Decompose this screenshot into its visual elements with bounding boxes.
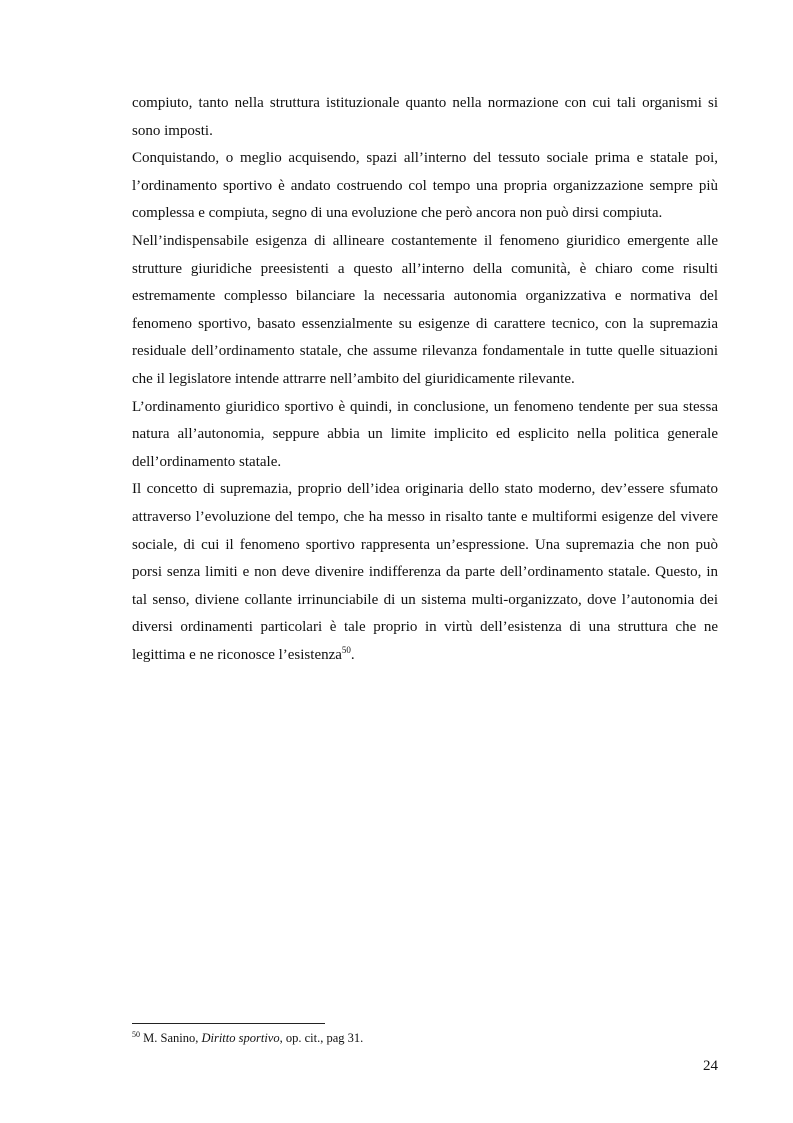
- footnote-number: 50: [132, 1030, 140, 1039]
- footnote: [132, 1029, 718, 1047]
- footnote-citation: , op. cit., pag 31.: [279, 1031, 364, 1045]
- paragraph-4: L’ordinamento giuridico sportivo è quindi, in conclusione, un fenomeno tendente per sua stessa natura all’autonomia, seppure abbia un limite implicito ed esplicito nella politica generale dell’ordinamento statale.: [132, 398, 718, 470]
- body-text: [132, 90, 718, 669]
- paragraph-2: Conquistando, o meglio acquisendo, spazi all’interno del tessuto sociale prima e statale poi, l’ordinamento sportivo è andato costruendo col tempo una propria organizzazione sempre più complessa e compiuta, segno di una evoluzione che però ancora non può dirsi compiuta.: [132, 150, 718, 222]
- paragraph-5-text: Il concetto di supremazia, proprio dell’idea originaria dello stato moderno, dev’essere sfumato attraverso l’evoluzione del tempo, che ha messo in risalto tante e multiformi esigenze del vivere sociale, di cui il fenomeno sportivo rappresenta un’espressione. Una supremazia che non può porsi senza limiti e non deve divenire indifferenza da parte dell’ordinamento statale. Questo, in tal senso, diviene collante irrinunciabile di un sistema multi-organizzato, dove l’autonomia dei diversi ordinamenti particolari è tale proprio in virtù dell’esistenza di una struttura che ne legittima e ne riconosce l’esistenza: [132, 481, 718, 663]
- page-number: 24: [703, 1058, 718, 1074]
- paragraph-5-end: .: [350, 646, 355, 663]
- footnote-author: M. Sanino,: [140, 1031, 202, 1045]
- footnote-separator: [132, 1023, 325, 1024]
- paragraph-5: [132, 476, 718, 669]
- paragraph-1: compiuto, tanto nella struttura istituzionale quanto nella normazione con cui tali organismi si sono imposti.: [132, 95, 718, 139]
- paragraph-3: Nell’indispensabile esigenza di allineare costantemente il fenomeno giuridico emergente alle strutture giuridiche preesistenti a questo all’interno della comunità, è chiaro come risulti estremamente complesso bilanciare la necessaria autonomia organizzativa e normativa del fenomeno sportivo, basato essenzialmente su esigenze di carattere tecnico, con la supremazia residuale dell’ordinamento statale, che assume rilevanza fondamentale in tutte quelle situazioni che il legislatore intende attrarre nell’ambito del giuridicamente rilevante.: [132, 232, 718, 387]
- footnote-reference: 50: [341, 644, 351, 655]
- footnote-title: Diritto sportivo: [201, 1031, 280, 1045]
